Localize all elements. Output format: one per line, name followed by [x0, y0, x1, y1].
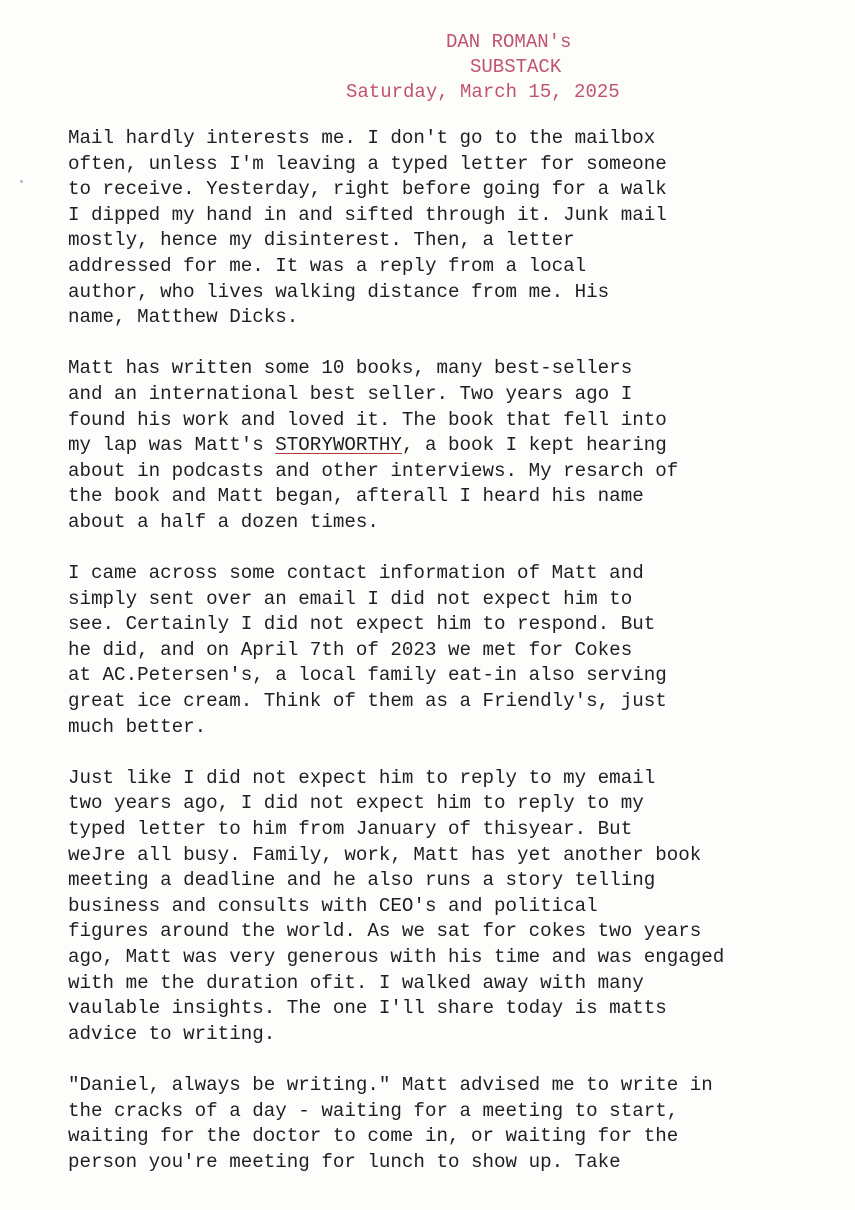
text-line: he did, and on April 7th of 2023 we met for Cokes — [68, 638, 633, 661]
text-line: name, Matthew Dicks. — [68, 306, 299, 329]
text-line: meeting a deadline and he also runs a story telling — [68, 869, 656, 892]
text-line: great ice cream. Think of them as a Friendly's, just — [68, 690, 667, 713]
text-line: business and consults with CEO's and political — [68, 894, 598, 917]
letter-body — [68, 126, 828, 1201]
paragraph-1 — [68, 126, 828, 331]
book-title-underlined: STORYWORTHY — [275, 434, 402, 457]
text-line: Mail hardly interests me. I don't go to the mailbox — [68, 127, 656, 149]
letterhead-publication: SUBSTACK — [470, 56, 562, 78]
letterhead-name: DAN ROMAN's — [446, 31, 572, 53]
text-line: to receive. Yesterday, right before going for a walk — [68, 178, 667, 201]
text-line: Just like I did not expect him to reply to my email — [68, 766, 656, 789]
text-line: Matt has written some 10 books, many best-sellers — [68, 357, 633, 380]
letter-date: Saturday, March 15, 2025 — [346, 81, 620, 103]
text-fragment: my lap was Matt's — [68, 434, 276, 457]
paragraph-3 — [68, 561, 828, 740]
text-line: at AC.Petersen's, a local family eat-in also serving — [68, 664, 667, 687]
paragraph-5 — [68, 1073, 828, 1175]
text-line: with me the duration ofit. I walked away with many — [68, 971, 644, 994]
text-line: addressed for me. It was a reply from a local — [68, 254, 587, 277]
text-line: vaulable insights. The one I'll share today is matts — [68, 997, 667, 1020]
text-line: author, who lives walking distance from me. His — [68, 280, 610, 303]
text-line: mostly, hence my disinterest. Then, a letter — [68, 229, 575, 252]
text-line: about a half a dozen times. — [68, 510, 379, 533]
text-line: I dipped my hand in and sifted through it. Junk mail — [68, 203, 667, 226]
text-line: advice to writing. — [68, 1022, 276, 1045]
paragraph-2 — [68, 356, 828, 535]
text-line: much better. — [68, 715, 207, 738]
text-line: I came across some contact information of Matt and — [68, 562, 644, 585]
paper-speck — [20, 180, 23, 183]
text-fragment: , a book I kept hearing — [401, 434, 667, 457]
text-line: found his work and loved it. The book that fell into — [68, 408, 667, 431]
text-line: waiting for the doctor to come in, or waiting for the — [68, 1125, 679, 1148]
text-line: the book and Matt began, afterall I heard his name — [68, 485, 644, 508]
text-line: ago, Matt was very generous with his time and was engaged — [68, 946, 725, 968]
text-line: and an international best seller. Two years ago I — [68, 382, 633, 405]
text-line: simply sent over an email I did not expect him to — [68, 587, 633, 610]
text-line: about in podcasts and other interviews. My resarch of — [68, 459, 679, 482]
text-line: often, unless I'm leaving a typed letter for someone — [68, 152, 667, 175]
text-line: the cracks of a day - waiting for a meeting to start, — [68, 1099, 679, 1122]
text-line: weJre all busy. Family, work, Matt has yet another book — [68, 843, 702, 866]
paragraph-4 — [68, 766, 828, 1048]
text-line: "Daniel, always be writing." Matt advised me to write in — [68, 1073, 713, 1096]
text-line: two years ago, I did not expect him to reply to my — [68, 792, 644, 815]
text-line — [68, 433, 828, 459]
text-line: typed letter to him from January of thisyear. But — [68, 818, 633, 841]
text-line: see. Certainly I did not expect him to respond. But — [68, 613, 656, 636]
text-line: person you're meeting for lunch to show up. Take — [68, 1150, 621, 1173]
text-line: figures around the world. As we sat for cokes two years — [68, 920, 702, 943]
